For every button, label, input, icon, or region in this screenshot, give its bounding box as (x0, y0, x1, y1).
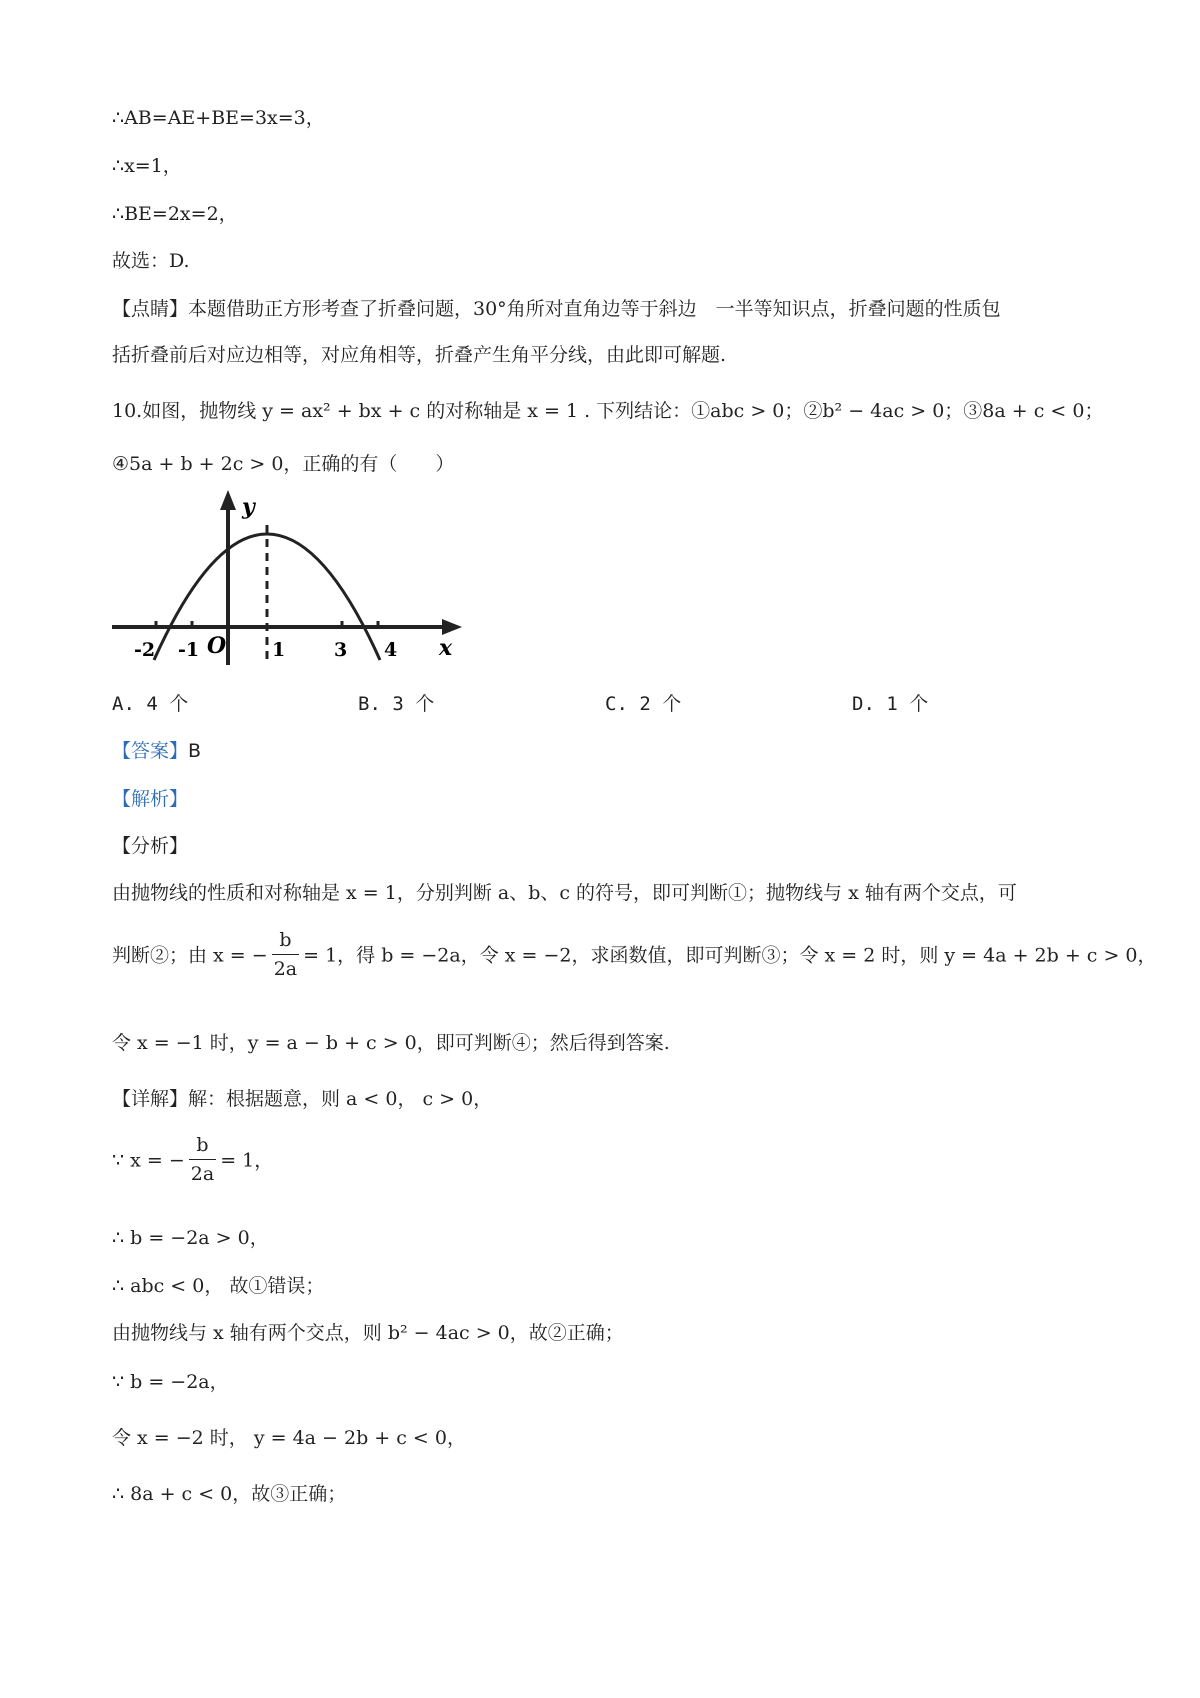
detail-line-1: 【详解】解：根据题意，则 a < 0， c > 0， (112, 1088, 493, 1110)
choice-d: D. 1 个 (852, 693, 929, 715)
analysis-tag: 【解析】 (112, 788, 189, 810)
tick-label-3: 3 (334, 639, 348, 661)
origin-label: O (207, 633, 227, 659)
choice-c: C. 2 个 (605, 693, 682, 715)
prev-line-1: ∴AB=AE+BE=3x=3， (112, 107, 325, 129)
choice-b: B. 3 个 (358, 693, 435, 715)
answer-value: B (188, 740, 202, 762)
tick-label-neg1: -1 (178, 639, 200, 661)
analysis-line-3: 令 x = −1 时，y = a − b + c > 0，即可判断④；然后得到答案. (112, 1032, 670, 1054)
analysis-line-1: 由抛物线的性质和对称轴是 x = 1，分别判断 a、b、c 的符号，即可判断①；抛物线与 x 轴有两个交点，可 (112, 882, 1017, 904)
fraction-b-over-2a: $\frac{b}{2a}$ (272, 926, 299, 983)
choice-a: A. 4 个 (112, 693, 189, 715)
detail-line-6: ∵ b = −2a， (112, 1371, 229, 1393)
prev-line-4: 故选：D. (112, 250, 190, 272)
prev-dianjing-1: 【点睛】本题借助正方形考查了折叠问题，30°角所对直角边等于斜边 一半等知识点，折叠问题的性质包 (112, 298, 1001, 320)
x-label: x (439, 635, 453, 661)
detail-line-7: 令 x = −2 时， y = 4a − 2b + c < 0， (112, 1427, 466, 1449)
answer-line (112, 738, 201, 764)
detail-line-2: ∵ x = − $\frac{b}{2a}$ = 1， (112, 1133, 273, 1190)
prev-dianjing-2: 括折叠前后对应边相等，对应角相等，折叠产生角平分线，由此即可解题. (112, 344, 727, 366)
tick-label-1: 1 (272, 639, 286, 661)
tick-label-neg2: -2 (134, 639, 156, 661)
question-10-line-2: ④5a + b + 2c > 0，正确的有（ ） (112, 453, 455, 475)
answer-tag: 【答案】 (112, 740, 189, 762)
fenxi-tag: 【分析】 (112, 835, 189, 857)
prev-line-3: ∴BE=2x=2， (112, 203, 238, 225)
detail-line-5: 由抛物线与 x 轴有两个交点，则 b² − 4ac > 0，故②正确； (112, 1322, 624, 1344)
tick-label-4: 4 (384, 639, 398, 661)
detail-line-4: ∴ abc < 0， 故①错误； (112, 1275, 325, 1297)
x-axis-arrow (442, 619, 462, 635)
analysis-line-2: 判断②；由 x = − $\frac{b}{2a}$ = 1，得 b = −2a，令 x = −2，求函数值，即可判断③；令 x = 2 时，则 y = 4a + 2b + c > 0， (112, 928, 1157, 985)
parabola-figure (112, 490, 472, 665)
y-label: y (242, 494, 255, 520)
prev-line-2: ∴x=1， (112, 155, 182, 177)
detail-line-3: ∴ b = −2a > 0， (112, 1227, 269, 1249)
y-axis-arrow (220, 490, 236, 510)
fraction-b-over-2a-detail: $\frac{b}{2a}$ (189, 1131, 216, 1188)
question-10-line-1: 10.如图，抛物线 y = ax² + bx + c 的对称轴是 x = 1 . 下列结论：①abc > 0；②b² − 4ac > 0；③8a + c < 0； (112, 400, 1104, 422)
detail-line-8: ∴ 8a + c < 0，故③正确； (112, 1483, 347, 1505)
